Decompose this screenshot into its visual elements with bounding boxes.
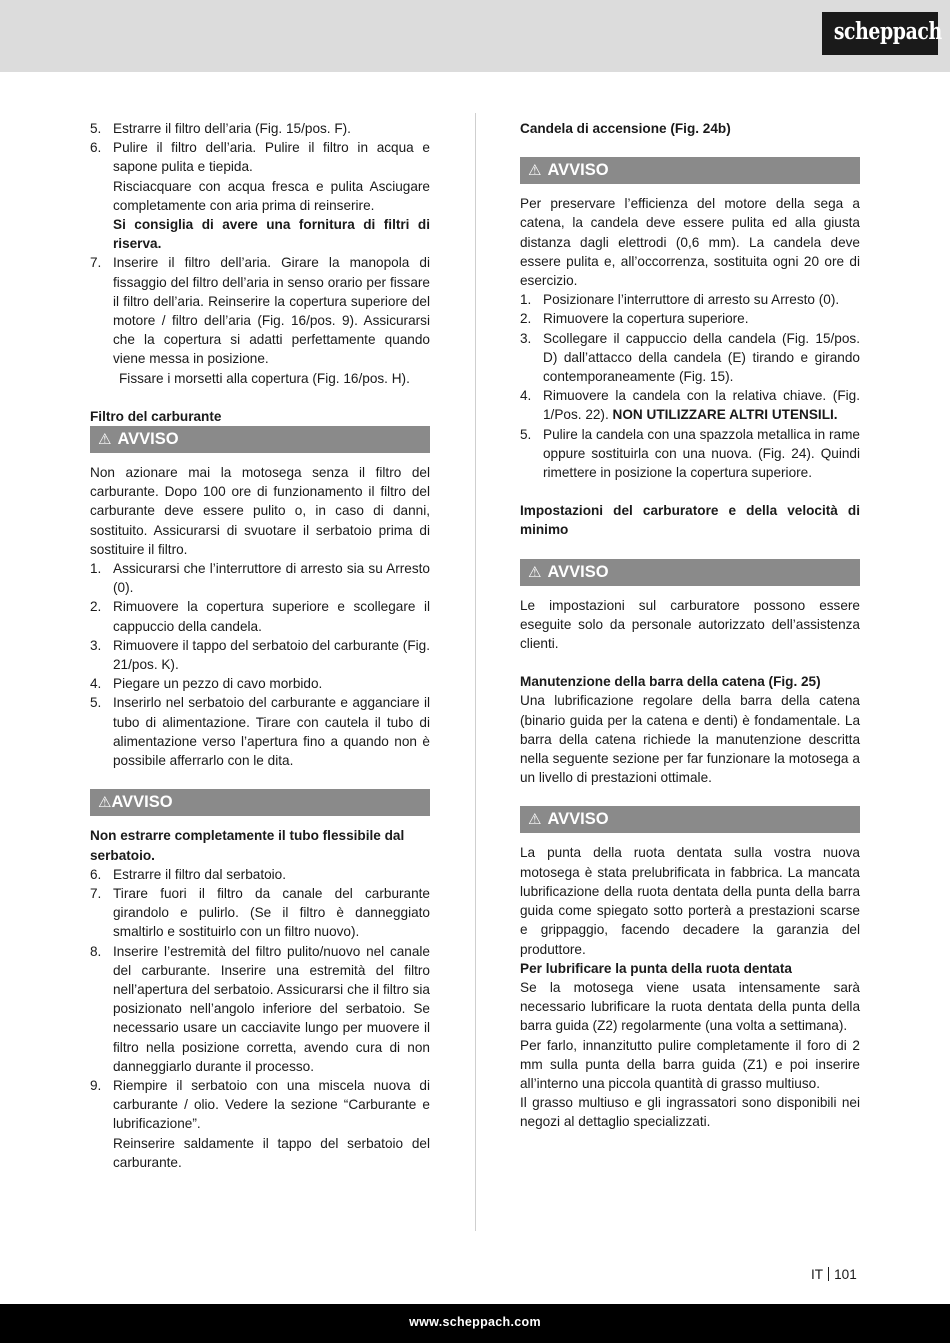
warning-banner: ⚠ AVVISO (520, 559, 860, 586)
website-link[interactable]: www.scheppach.com (409, 1315, 541, 1329)
list-item-continuation: Reinserire saldamente il tappo del serbatoio del carburante. (113, 1135, 430, 1170)
left-column (90, 119, 430, 1172)
carburetor-paragraph: Le impostazioni sul carburatore possono essere eseguite solo da personale autorizzato dell’assistenza clienti. (520, 597, 860, 652)
bar-maintenance-heading: Manutenzione della barra della catena (Fig. 25) (520, 674, 821, 690)
list-item: 2. Rimuovere la copertura superiore e scollegare il cappuccio della candela. (90, 599, 430, 634)
list-item: 5. Pulire la candela con una spazzola metallica in rame oppure sostituirla con una nuova. (Fig. 24). Quindi rimettere in posizione la copertura superiore. (520, 426, 860, 481)
page-number: IT 101 (811, 1267, 857, 1282)
bar-maintenance-paragraph: Una lubrificazione regolare della barra della catena (binario guida per la catena e denti) è fondamentale. La barra della catena richiede la manutenzione descritta nella seguente sezione per far funzionare la motosega a un livello di prestazioni ottimale. (520, 693, 860, 786)
list-item: 3. Scollegare il cappuccio della candela (Fig. 15/pos. D) dall’attacco della candela (E) tirando e girando contemporaneamente (Fig. 15). (520, 330, 860, 385)
lubrication-paragraph: Il grasso multiuso e gli ingrassatori sono disponibili nei negozi al dettaglio specializzati. (520, 1095, 860, 1130)
list-item: 6. Estrarre il filtro dal serbatoio. (90, 866, 287, 882)
list-item: 1. Posizionare l’interruttore di arresto su Arresto (0). (520, 292, 840, 308)
list-item-continuation: Fissare i morsetti alla copertura (Fig. 16/pos. H). (119, 370, 410, 386)
lubrication-heading: Per lubrificare la punta della ruota dentata (520, 960, 792, 976)
list-item: 4. Rimuovere la candela con la relativa chiave. (Fig. 1/Pos. 22). NON UTILIZZARE ALTRI UTENSILI. (520, 388, 860, 423)
sprocket-paragraph: La punta della ruota dentata sulla vostra nuova motosega è stata prelubrificata in fabbrica. La mancata lubrificazione della ruota dentata della punta della barra guida come spiegato sotto porterà a prestazioni scarse e grippaggio, facendo decadere la garanzia del produttore. (520, 845, 860, 957)
header-bar (0, 0, 950, 72)
right-column (520, 119, 860, 1132)
list-item: 1. Assicurarsi che l’interruttore di arresto sia su Arresto (0). (90, 561, 430, 596)
scheppach-logo: scheppach (822, 12, 938, 55)
warning-triangle-icon: ⚠ (528, 811, 542, 829)
fuel-filter-paragraph: Non azionare mai la motosega senza il filtro del carburante. Dopo 100 ore di funzionamento il filtro del carburante deve essere pulito o, in caso di danni, sostituito. Assicurarsi di svuotare il serbatoio prima di sostituire il filtro. (90, 465, 430, 557)
list-item: 5. Estrarre il filtro dell’aria (Fig. 15/pos. F). (90, 121, 351, 136)
spark-plug-heading: Candela di accensione (Fig. 24b) (520, 121, 731, 136)
list-item: 8. Inserire l’estremità del filtro pulito/nuovo nel canale del carburante. Inserire una estremità del filtro nell’apertura del serbatoio. Assicurarsi che il filtro sia posizionato nell’angolo inferiore del serbatoio. Se necessario usare un cacciavite lungo per muovere il filtro nella posizione corretta, avendo cura di non danneggiarlo durante il processo. (90, 943, 430, 1074)
warning-triangle-icon: ⚠ (528, 563, 542, 581)
list-item: 9. Riempire il serbatoio con una miscela nuova di carburante / olio. Vedere la sezione “Carburante e lubrificazione”. (90, 1077, 430, 1132)
list-item: 7. Tirare fuori il filtro da canale del carburante girandolo e pulirlo. (Se il filtro è danneggiato smaltirlo e sostituirlo con un filtro nuovo). (90, 885, 430, 940)
warning-triangle-icon: ⚠ (528, 162, 542, 180)
hose-warning-text: Non estrarre completamente il tubo flessibile dal serbatoio. (90, 828, 405, 863)
spark-plug-paragraph: Per preservare l’efficienza del motore della sega a catena, la candela deve essere pulita ed alla giusta distanza dagli elettrodi (0,6 mm). La candela deve essere pulita e, all’occorrenza, sostituita ogni 20 ore di esercizio. (520, 196, 860, 289)
list-item: 3. Rimuovere il tappo del serbatoio del carburante (Fig. 21/pos. K). (90, 637, 430, 673)
list-item: 2. Rimuovere la copertura superiore. (520, 311, 749, 327)
lubrication-paragraph: Per farlo, innanzitutto pulire completamente il foro di 2 mm sulla punta della barra guida (Z1) e poi inserire all’interno una piccola quantità di grasso multiuso. (520, 1037, 860, 1091)
filter-reserve-note: Si consiglia di avere una fornitura di filtri di riserva. (113, 217, 430, 252)
warning-triangle-icon: ⚠ (98, 794, 112, 812)
warning-banner: ⚠AVVISO (90, 789, 430, 816)
list-item: 4. Piegare un pezzo di cavo morbido. (90, 676, 323, 692)
lubrication-paragraph: Se la motosega viene usata intensamente sarà necessario lubrificare la ruota dentata della punta della barra guida (Z2) regolarmente (una volta a settimana). (520, 979, 860, 1034)
warning-banner: ⚠ AVVISO (90, 426, 430, 453)
carburetor-heading: Impostazioni del carburatore e della velocità di minimo (520, 503, 860, 538)
list-item: 7. Inserire il filtro dell’aria. Girare la manopola di fissaggio del filtro dell’aria in senso orario per fissare il filtro dell’aria. Reinserire la copertura superiore del motore / filtro dell’aria (Fig. 16/pos. 9). Assicurarsi che la copertura si adatti perfettamente quando viene messa in posizione. (90, 255, 430, 367)
column-divider (475, 113, 476, 1231)
fuel-filter-heading: Filtro del carburante (90, 408, 222, 424)
list-item-continuation: Risciacquare con acqua fresca e pulita Asciugare completamente con aria prima di reinserire. (113, 178, 430, 213)
list-item: 6. Pulire il filtro dell’aria. Pulire il filtro in acqua e sapone pulita e tiepida. (90, 140, 430, 175)
list-item: 5. Inserirlo nel serbatoio del carburante e agganciare il tubo di alimentazione. Tirare con cautela il tubo di alimentazione verso l’apertura fino a quando non è possibile afferrarlo con le dita. (90, 695, 430, 769)
warning-banner: ⚠ AVVISO (520, 157, 860, 184)
warning-triangle-icon: ⚠ (98, 431, 112, 449)
footer-bar (0, 1304, 950, 1343)
warning-banner: ⚠ AVVISO (520, 806, 860, 833)
